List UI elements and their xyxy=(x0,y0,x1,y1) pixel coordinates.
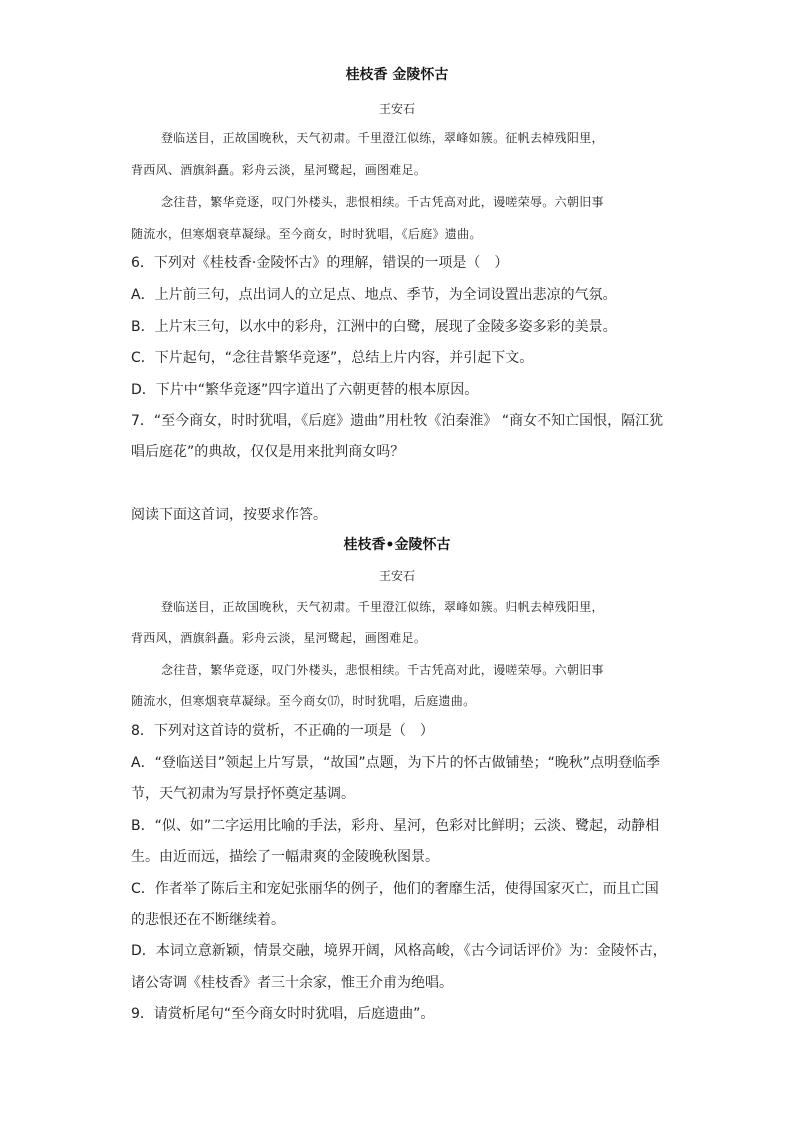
question-6-option-b: B．上片末三句，以水中的彩舟，江洲中的白鹭，展现了金陵多姿多彩的美景。 xyxy=(131,319,617,335)
poem2-line: 念往昔，繁华竞逐，叹门外楼头，悲恨相续。千古凭高对此，谩嗟荣辱。六朝旧事 xyxy=(161,663,604,677)
poem1-author: 王安石 xyxy=(378,102,415,116)
question-6-option-d: D．下片中“繁华竞逐”四字道出了六朝更替的根本原因。 xyxy=(131,382,479,398)
question-8-option-c-cont: 的悲恨还在不断继续着。 xyxy=(131,912,285,928)
question-8-option-d: D．本词立意新颖，情景交融，境界开阔，风格高峻，《古今词话评价》为：金陵怀古， xyxy=(131,943,667,959)
question-7-stem: 唱后庭花”的典故，仅仅是用来批判商女吗？ xyxy=(131,444,405,460)
poem2-line: 随流水，但寒烟衰草凝绿。至今商女⒄，时时犹唱，后庭遗曲。 xyxy=(131,694,476,708)
question-6-stem: 6．下列对《桂枝香·金陵怀古》的理解，错误的一项是（ ） xyxy=(131,255,509,271)
question-8-option-b-cont: 生。由近而远，描绘了一幅肃爽的金陵晚秋图景。 xyxy=(131,849,439,865)
poem1-line: 登临送目，正故国晚秋，天气初肃。千里澄江似练，翠峰如簇。征帆去棹残阳里， xyxy=(161,131,604,145)
question-6-option-a: A．上片前三句，点出词人的立足点、地点、季节，为全词设置出悲凉的气氛。 xyxy=(131,287,617,303)
poem1-line: 随流水，但寒烟衰草凝绿。至今商女，时时犹唱，《后庭》遗曲。 xyxy=(131,227,482,241)
poem2-author: 王安石 xyxy=(378,569,415,583)
poem1-title: 桂枝香 金陵怀古 xyxy=(345,67,449,83)
question-8-option-a: A．“登临送目”领起上片写景，“故国”点题，为下片的怀古做铺垫；“晚秋”点明登临季 xyxy=(131,755,661,771)
question-8-option-d-cont: 诸公寄调《桂枝香》者三十余家，惟王介甫为绝唱。 xyxy=(131,975,453,991)
question-9-stem: 9．请赏析尾句“至今商女时时犹唱，后庭遗曲”。 xyxy=(131,1006,435,1022)
reading-instruction: 阅读下面这首词，按要求作答。 xyxy=(131,507,327,523)
question-6-option-c: C．下片起句，“念往昔繁华竞逐”，总结上片内容，并引起下文。 xyxy=(131,350,534,366)
poem1-line: 背西风、酒旗斜矗。彩舟云淡，星河鹭起，画图难足。 xyxy=(131,163,427,177)
question-8-option-c: C．作者举了陈后主和宠妃张丽华的例子，他们的奢靡生活，使得国家灭亡，而且亡国 xyxy=(131,881,659,897)
question-8-option-b: B．“似、如”二字运用比喻的手法，彩舟、星河，色彩对比鲜明；云淡、鹭起，动静相 xyxy=(131,818,660,834)
question-7-stem: 7．“至今商女，时时犹唱，《后庭》遗曲”用杜牧《泊秦淮》 “商女不知亡国恨，隔江犹 xyxy=(131,413,664,429)
question-8-stem: 8．下列对这首诗的赏析，不正确的一项是（ ） xyxy=(131,723,434,739)
question-8-option-a-cont: 节，天气初肃为写景抒怀奠定基调。 xyxy=(131,786,355,802)
poem2-title: 桂枝香•金陵怀古 xyxy=(343,537,451,553)
poem2-line: 登临送目，正故国晚秋，天气初肃。千里澄江似练，翠峰如簇。归帆去棹残阳里， xyxy=(161,600,604,614)
poem1-line: 念往昔，繁华竞逐，叹门外楼头，悲恨相续。千古凭高对此，谩嗟荣辱。六朝旧事 xyxy=(161,195,604,209)
poem2-line: 背西风，酒旗斜矗。彩舟云淡，星河鹭起，画图难足。 xyxy=(131,631,427,645)
